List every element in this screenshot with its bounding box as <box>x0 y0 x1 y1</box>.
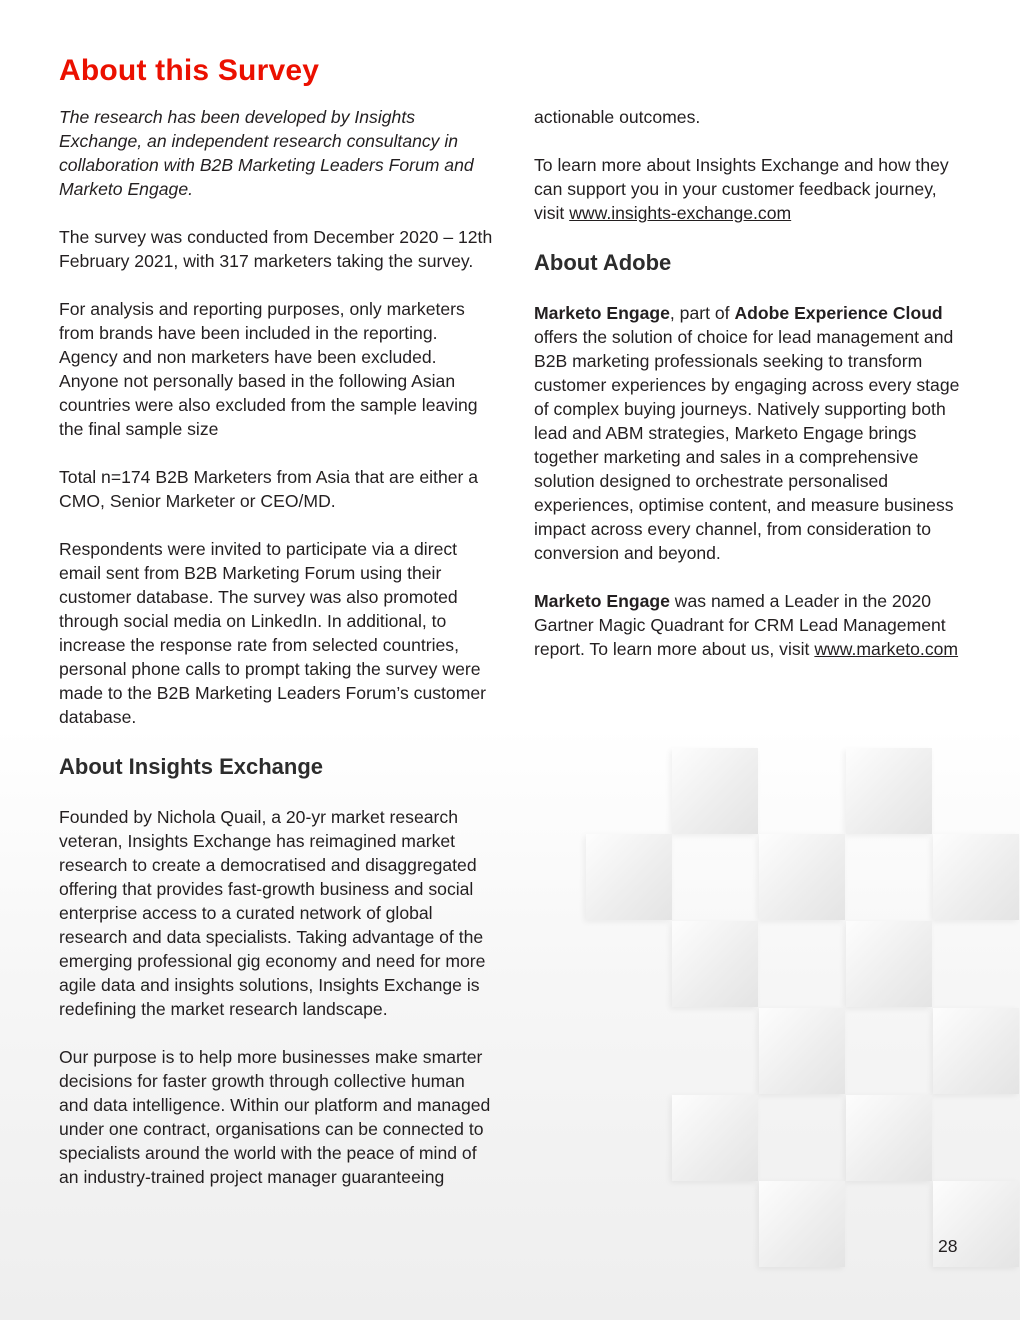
analysis-paragraph: For analysis and reporting purposes, only marketers from brands have been included in the reporting. Agency and non marketers have been excluded. Anyone not personally based in the following Asian countries were also excluded from the sample leaving the final sample size <box>59 299 478 439</box>
insights-exchange-heading: About Insights Exchange <box>59 754 324 779</box>
gartner-text: was named a Leader in the 2020 Gartner Magic Quadrant for CRM Lead Management report. To learn more about us, visit <box>534 591 946 659</box>
adobe-description-paragraph <box>534 301 964 565</box>
respondents-paragraph: Respondents were invited to participate via a direct email sent from B2B Marketing Forum using their customer database. The survey was also promoted through social media on LinkedIn. In additional, to increase the response rate from selected countries, personal phone calls to prompt taking the survey were made to the B2B Marketing Leaders Forum’s customer database. <box>59 539 487 727</box>
intro-paragraph: The research has been developed by Insights Exchange, an independent research consultancy in collaboration with B2B Marketing Leaders Forum and Marketo Engage. <box>59 107 474 199</box>
adobe-text-connector: , part of <box>669 303 735 323</box>
marketo-engage-bold: Marketo Engage <box>534 303 670 323</box>
about-adobe-heading: About Adobe <box>534 250 672 275</box>
gartner-paragraph <box>534 589 964 661</box>
continuation-paragraph: actionable outcomes. <box>534 107 701 127</box>
marketo-link[interactable]: www.marketo.com <box>814 639 959 659</box>
left-column <box>59 105 499 1213</box>
adobe-experience-cloud-bold: Adobe Experience Cloud <box>734 303 943 323</box>
survey-dates-paragraph: The survey was conducted from December 2020 – 12th February 2021, with 317 marketers taking the survey. <box>59 227 493 271</box>
marketo-engage-bold-2: Marketo Engage <box>534 591 670 611</box>
learn-more-text: To learn more about Insights Exchange and how they can support you in your customer feedback journey, visit <box>534 155 949 223</box>
insights-purpose-paragraph: Our purpose is to help more businesses make smarter decisions for faster growth through collective human and data intelligence. Within our platform and managed under one contract, organisations can be connected to specialists around the world with the peace of mind of an industry-trained project manager guaranteeing <box>59 1047 491 1187</box>
page-title: About this Survey <box>59 54 320 87</box>
adobe-description-text: offers the solution of choice for lead management and B2B marketing professionals seeking to transform customer experiences by engaging across every stage of complex buying journeys. Natively supporting both lead and ABM strategies, Marketo Engage brings together marketing and sales in a comprehensive solution designed to orchestrate personalised experiences, optimise content, and measure business impact across every channel, from consideration to conversion and beyond. <box>534 327 960 563</box>
insights-founded-paragraph: Founded by Nichola Quail, a 20-yr market research veteran, Insights Exchange has reimagined market research to create a democratised and disaggregated offering that provides fast-growth business and social enterprise access to a curated network of global research and data specialists. Taking advantage of the emerging professional gig economy and need for more agile data and insights solutions, Insights Exchange is redefining the market research landscape. <box>59 807 486 1019</box>
page-number: 28 <box>938 1236 958 1256</box>
learn-more-paragraph <box>534 153 964 225</box>
sample-size-paragraph: Total n=174 B2B Marketers from Asia that are either a CMO, Senior Marketer or CEO/MD. <box>59 467 479 511</box>
insights-exchange-link[interactable]: www.insights-exchange.com <box>569 203 792 223</box>
right-column <box>534 105 964 685</box>
